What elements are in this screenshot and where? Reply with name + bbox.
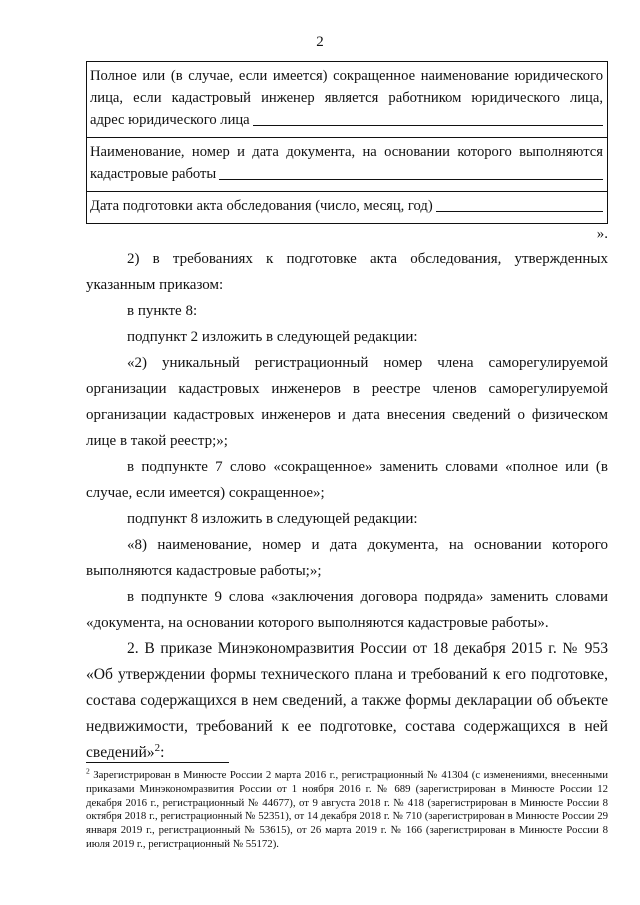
paragraph-2-line-1: 2) в требованиях к подготовке акта обследования, утвержденных — [127, 251, 608, 267]
body-text — [86, 246, 608, 766]
legal-entity-line-1: Полное или (в случае, если имеется) сокращенное наименование юридического — [90, 68, 603, 84]
legal-entity-address-line — [90, 109, 603, 131]
paragraph-order-953-line-3: состава содержащихся в нем сведений, а также формы декларации об объекте — [86, 692, 608, 709]
closing-quote: ». — [596, 226, 608, 242]
paragraph-quote-2-line-1: «2) уникальный регистрационный номер члена саморегулируемой — [127, 355, 608, 371]
footnote — [86, 766, 608, 852]
paragraph-quote-2-line-3: организации кадастровых инженеров и дата внесения сведений о физическом — [86, 407, 608, 423]
footnote-text: Зарегистрирован в Минюсте России 2 марта 2016 г., регистрационный № 41304 (с изменениями, внесенными приказами Минэкономразвития России от 1 ноября 2016 г. № 689 (зарегистрирован в Минюсте России 12 декабря 2016 г., регистрационный № 44677), от 9 августа 2018 г. № 418 (зарегистрирован в Минюсте России 8 октября 2018 г., регистрационный № 52351), от 14 декабря 2018 г. № 710 (зарегистрирован в Минюсте России 29 января 2019 г., регистрационный № 53615), от 26 марта 2019 г. № 166 (зарегистрирован в Минюсте России 8 июля 2019 г., регистрационный № 55172). — [86, 769, 608, 850]
footnote-divider — [86, 762, 229, 763]
date-label: Дата подготовки акта обследования (число, месяц, год) — [90, 198, 433, 214]
legal-entity-address-blank — [253, 124, 603, 126]
paragraph-2-requirements — [86, 246, 608, 272]
table-cell-document — [87, 138, 608, 192]
date-blank — [436, 210, 603, 212]
page-number: 2 — [316, 34, 324, 50]
paragraph-order-953-line-4: недвижимости, требований к ее подготовке, состава содержащихся в ней — [86, 718, 608, 735]
paragraph-order-953-line-2: «Об утверждении формы технического плана и требований к его подготовке, — [86, 666, 608, 683]
table-cell-legal-entity — [87, 62, 608, 138]
paragraph-subpoint-8: подпункт 8 изложить в следующей редакции: — [127, 511, 418, 527]
paragraph-2-line-2: указанным приказом: — [86, 277, 224, 293]
paragraph-quote-8-line-2: выполняются кадастровые работы;»; — [86, 563, 322, 579]
paragraph-subpoint-7-line-1: в подпункте 7 слово «сокращенное» заменить словами «полное или (в — [127, 459, 608, 475]
document-label: кадастровые работы — [90, 166, 217, 182]
document-blank — [219, 178, 603, 180]
paragraph-subpoint-2: подпункт 2 изложить в следующей редакции: — [127, 329, 418, 345]
legal-entity-line-2: лица, если кадастровый инженер является работником юридического лица, — [90, 90, 603, 106]
date-line — [90, 195, 603, 217]
paragraph-subpoint-9-line-2: «документа, на основании которого выполняются кадастровые работы». — [86, 615, 549, 631]
document-line-1: Наименование, номер и дата документа, на основании которого выполняются — [90, 144, 603, 160]
footnote-reference: 2 — [154, 741, 161, 754]
legal-entity-address-label: адрес юридического лица — [90, 112, 250, 128]
table-row-legal-entity — [87, 62, 608, 138]
paragraph-order-953-line-1: 2. В приказе Минэкономразвития России от 18 декабря 2015 г. № 953 — [127, 640, 608, 657]
paragraph-quote-2-line-4: лице в такой реестр;»; — [86, 433, 228, 449]
table-row-date — [87, 192, 608, 224]
paragraph-order-953-line-5: сведений»$^2$: — [86, 741, 165, 761]
paragraph-point-8: в пункте 8: — [127, 303, 198, 319]
paragraph-quote-2-line-2: организации кадастровых инженеров в реестре членов саморегулируемой — [86, 381, 608, 397]
table-row-document — [87, 138, 608, 192]
paragraph-subpoint-9-line-1: в подпункте 9 слова «заключения договора подряда» заменить словами — [127, 589, 608, 605]
paragraph-subpoint-7-line-2: случае, если имеется) сокращенное»; — [86, 485, 325, 501]
footnote-marker: 2 — [86, 766, 90, 776]
paragraph-quote-8-line-1: «8) наименование, номер и дата документа, на основании которого — [127, 537, 608, 553]
form-table — [86, 61, 608, 224]
table-cell-date — [87, 192, 608, 224]
document-line-2 — [90, 163, 603, 185]
